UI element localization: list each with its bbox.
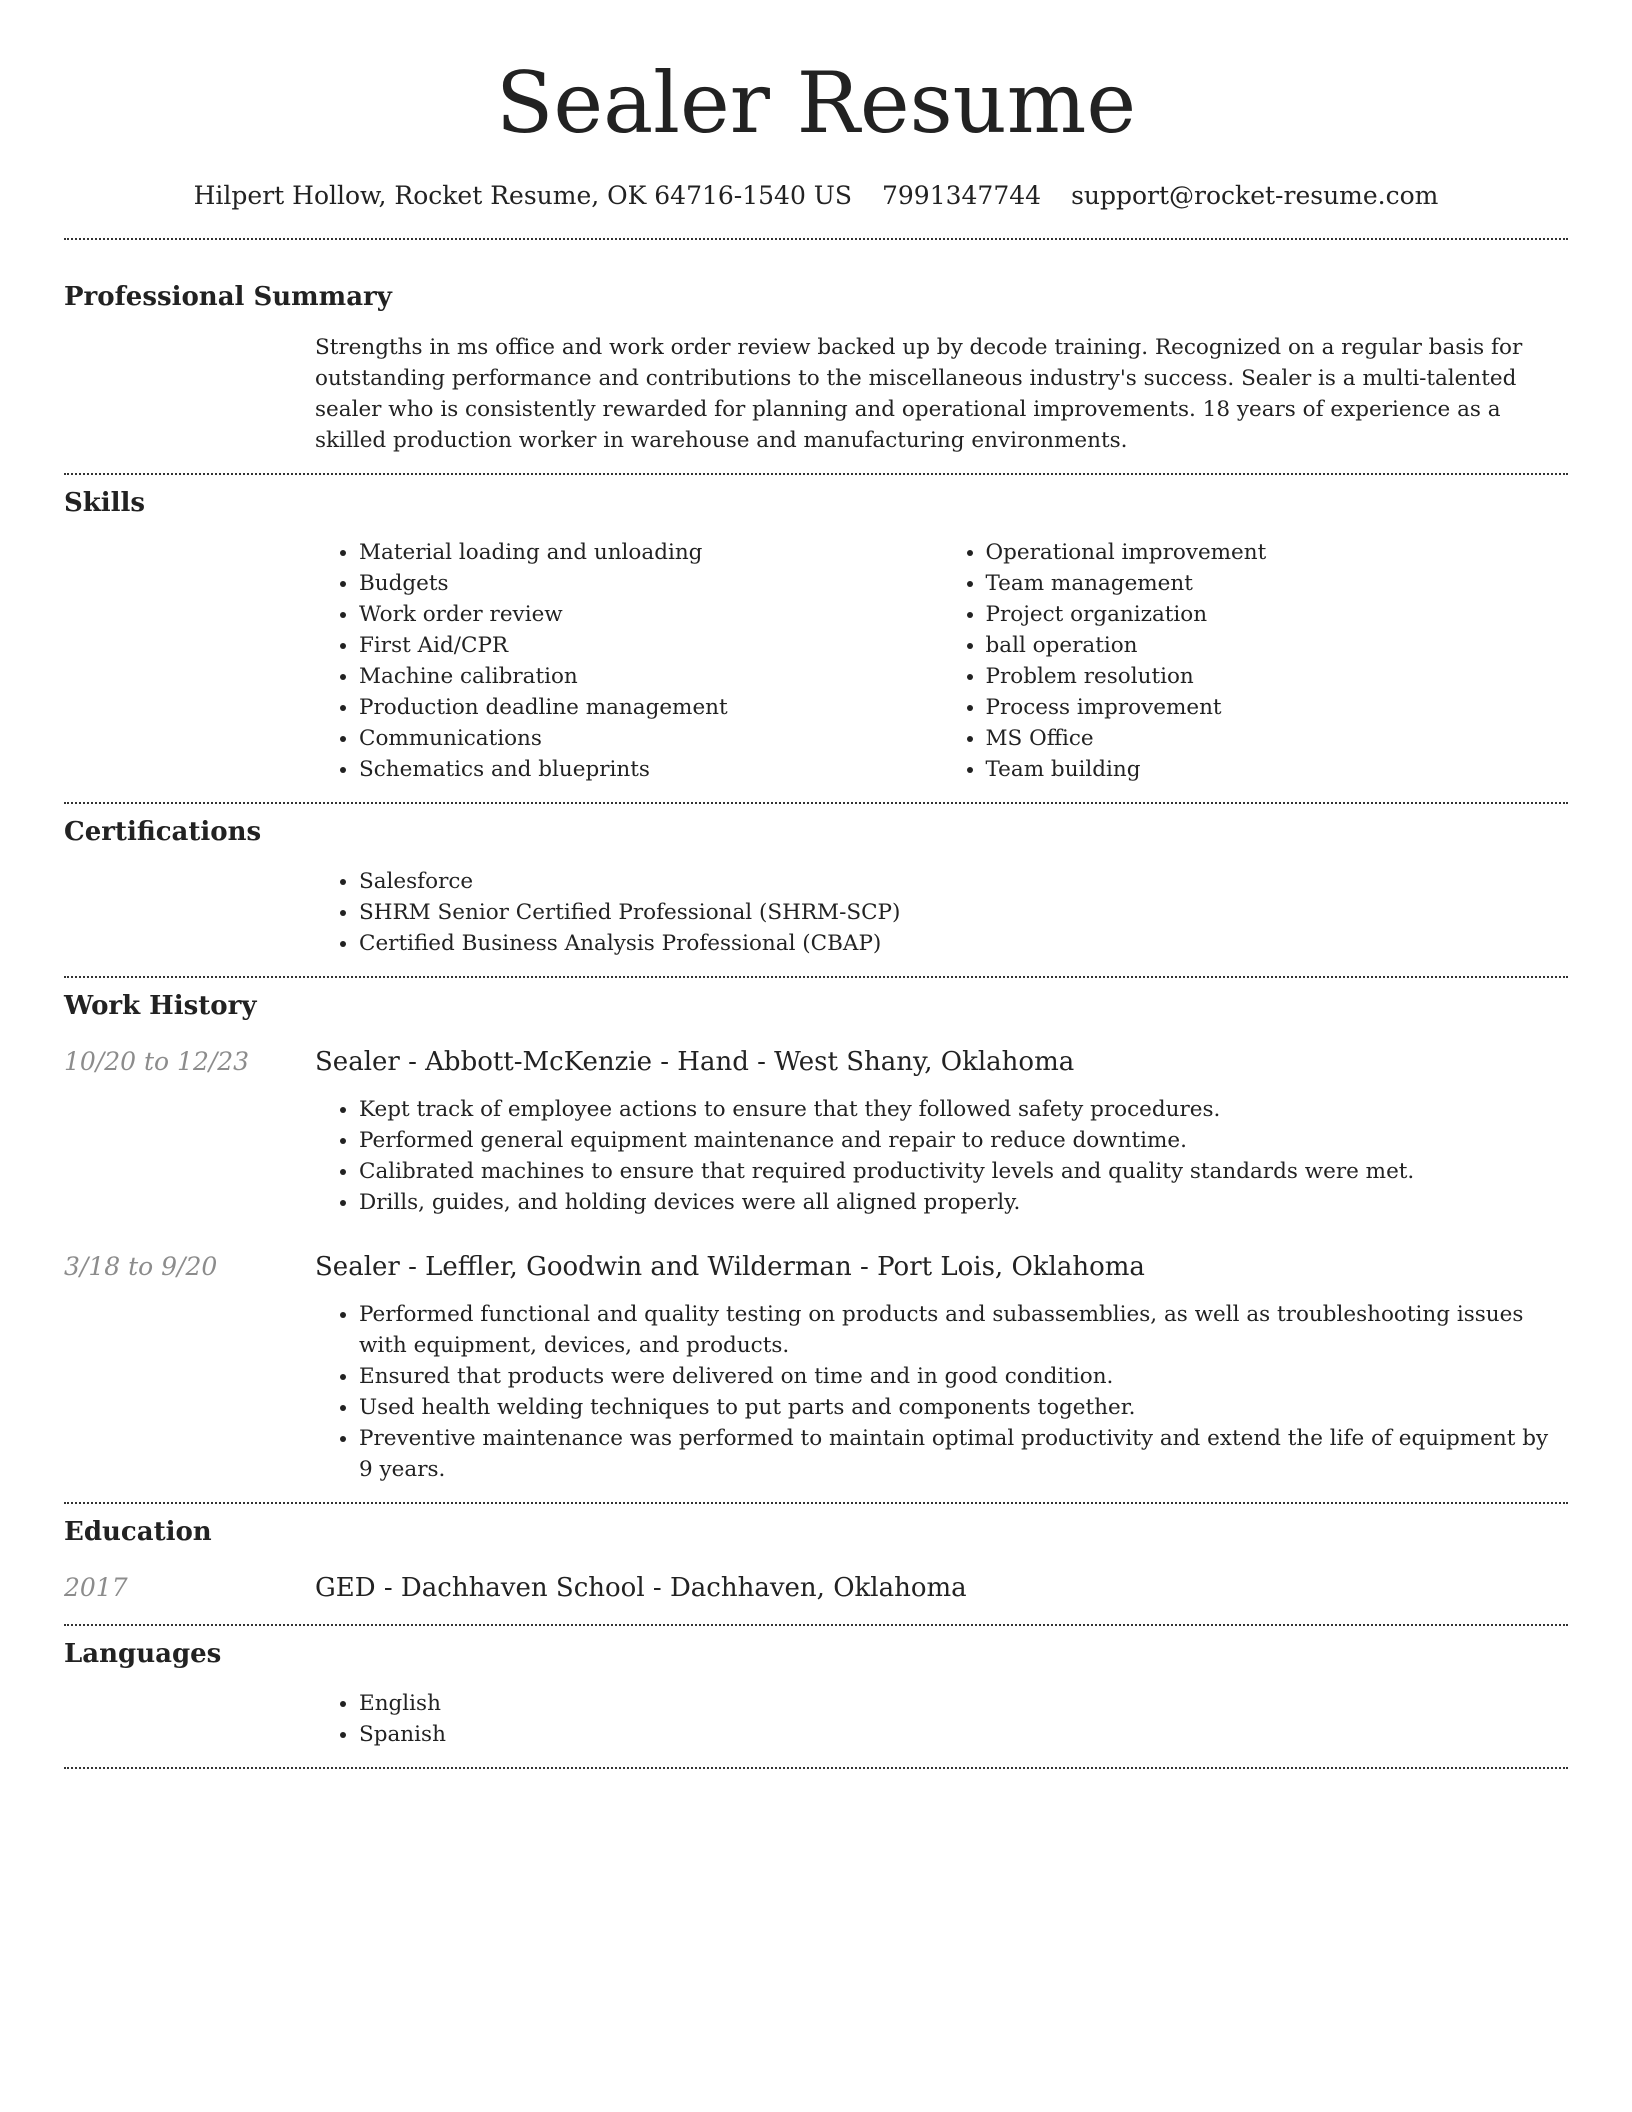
summary-text: Strengths in ms office and work order review backed up by decode training. Recognized on a regular basis for outstanding performance and contributions to the miscellaneous industry's success. Sealer is a multi-talented sealer who is consistently rewarded for planning and operational improvements. 18 years of experience as a skilled production worker in warehouse and manufacturing environments. [315,335,1523,453]
skills-list-left [315,537,942,785]
job-entry [64,1046,1568,1218]
job-duty-item: • Used health welding techniques to put parts and components together. [359,1392,1568,1423]
job-duty-item: • Performed general equipment maintenance and repair to reduce downtime. [359,1125,1568,1156]
divider [64,238,1568,240]
languages-block [315,1688,1568,1750]
divider [64,976,1568,978]
certification-item: • Salesforce [359,866,1568,897]
skill-item: • Project organization [986,599,1569,630]
resume-page [64,0,1568,1769]
job-title: Sealer - Leffler, Goodwin and Wilderman - Port Lois, Oklahoma [315,1252,1145,1282]
skill-item: • Material loading and unloading [359,537,942,568]
divider [64,802,1568,804]
skill-item: • MS Office [986,723,1569,754]
section-title-summary: Professional Summary [64,282,392,312]
contact-phone: 7991347744 [882,181,1042,210]
section-title-education: Education [64,1517,212,1547]
job-entry [64,1251,1568,1485]
skill-item: • Work order review [359,599,942,630]
divider [64,473,1568,475]
education-year: 2017 [64,1573,128,1602]
skill-item: • Production deadline management [359,692,942,723]
job-duties-list [315,1094,1568,1218]
section-title-languages: Languages [64,1639,222,1669]
contact-address: Hilpert Hollow, Rocket Resume, OK 64716-1540 US [193,181,852,210]
section-title-skills: Skills [64,488,146,518]
skill-item: • ball operation [986,630,1569,661]
education-entry [64,1572,1568,1604]
job-duty-item: • Calibrated machines to ensure that required productivity levels and quality standards were met. [359,1156,1568,1187]
skill-item: • Problem resolution [986,661,1569,692]
skill-item: • Process improvement [986,692,1569,723]
skills-columns [315,537,1568,785]
skill-item: • Operational improvement [986,537,1569,568]
skill-item: • First Aid/CPR [359,630,942,661]
job-duty-item: • Ensured that products were delivered on time and in good condition. [359,1361,1568,1392]
certifications-block [315,866,1568,959]
divider [64,1624,1568,1626]
job-duty-item: • Kept track of employee actions to ensure that they followed safety procedures. [359,1094,1568,1125]
skill-item: • Budgets [359,568,942,599]
languages-list [315,1688,1568,1750]
skill-item: • Team building [986,754,1569,785]
job-duties [315,1094,1568,1218]
job-duty-item: • Preventive maintenance was performed to maintain optimal productivity and extend the life of equipment by 9 years. [359,1423,1568,1485]
certification-item: • Certified Business Analysis Professional (CBAP) [359,928,1568,959]
skill-item: • Machine calibration [359,661,942,692]
certification-item: • SHRM Senior Certified Professional (SHRM-SCP) [359,897,1568,928]
job-duty-item: • Drills, guides, and holding devices were all aligned properly. [359,1187,1568,1218]
job-dates: 10/20 to 12/23 [64,1047,250,1076]
certifications-list [315,866,1568,959]
skill-item: • Team management [986,568,1569,599]
skill-item: • Communications [359,723,942,754]
contact-email: support@rocket-resume.com [1071,181,1439,210]
job-duties-list [315,1299,1568,1485]
language-item: • English [359,1688,1568,1719]
skills-list-right [942,537,1569,785]
resume-title: Sealer Resume [495,54,1137,152]
section-title-certifications: Certifications [64,817,262,847]
language-item: • Spanish [359,1719,1568,1750]
divider [64,1502,1568,1504]
job-duty-item: • Performed functional and quality testing on products and subassemblies, as well as troubleshooting issues with equipment, devices, and products. [359,1299,1568,1361]
divider [64,1767,1568,1769]
skill-item: • Schematics and blueprints [359,754,942,785]
job-dates: 3/18 to 9/20 [64,1252,218,1281]
education-title: GED - Dachhaven School - Dachhaven, Oklahoma [315,1573,967,1603]
section-title-work-history: Work History [64,991,257,1021]
job-duties [315,1299,1568,1485]
job-title: Sealer - Abbott-McKenzie - Hand - West Shany, Oklahoma [315,1047,1075,1077]
contact-line [64,180,1568,212]
